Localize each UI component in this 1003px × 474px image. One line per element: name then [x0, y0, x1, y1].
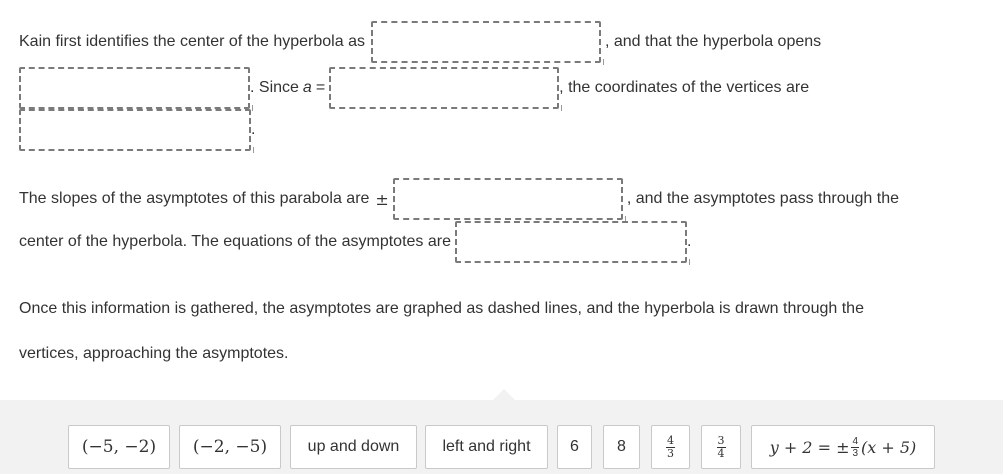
answer-tile-point-neg2-neg5[interactable]: [179, 425, 281, 469]
equals-sign: =: [315, 79, 326, 96]
tile-label: up and down: [307, 438, 400, 455]
answer-tile-left-and-right[interactable]: [425, 425, 548, 469]
fraction-denominator: 3: [852, 447, 859, 459]
paragraph-text: Once this information is gathered, the asymptotes are graphed as dashed lines, and the hyperbola is drawn through the: [19, 300, 864, 317]
paragraph-text: vertices, approaching the asymptotes.: [19, 345, 289, 362]
answer-tile-up-and-down[interactable]: [290, 425, 417, 469]
paragraph2-line2: [19, 219, 691, 265]
tile-label: 8: [617, 438, 626, 455]
paragraph1-line2: [19, 65, 809, 111]
paragraph-text: . Since: [250, 79, 299, 96]
variable-a: a: [302, 79, 312, 96]
paragraph1-line3: [19, 107, 255, 153]
paragraph-text: , and that the hyperbola opens: [604, 33, 822, 50]
drop-zone-vertices[interactable]: [19, 109, 251, 151]
paragraph-end: .: [686, 233, 692, 250]
paragraph2-line1: [19, 176, 899, 222]
drop-zone-center[interactable]: [371, 21, 601, 63]
paragraph-text: The slopes of the asymptotes of this parabola are: [19, 190, 370, 207]
paragraph1-line1: [19, 19, 821, 65]
plus-minus-sign: ±: [375, 189, 389, 209]
drop-zone-slopes[interactable]: [393, 178, 623, 220]
tile-label: 6: [570, 438, 579, 455]
fraction: [851, 436, 859, 459]
tile-label: (−5, −2): [81, 437, 157, 457]
answer-bank-pointer: [493, 389, 515, 400]
tile-label: left and right: [442, 438, 531, 455]
drop-zone-asymptote-equations[interactable]: [455, 221, 687, 263]
answer-tile-four-thirds[interactable]: [651, 425, 690, 469]
fraction-numerator: 3: [717, 433, 725, 447]
answer-tile-asymptote-equation[interactable]: [751, 425, 935, 469]
equation-suffix: (x + 5): [861, 437, 917, 457]
paragraph-text: , and the asymptotes pass through the: [626, 190, 899, 207]
answer-tile-three-fourths[interactable]: [701, 425, 741, 469]
fraction: [666, 435, 675, 460]
fraction-denominator: 3: [667, 446, 674, 460]
fraction: [717, 435, 726, 460]
fraction-numerator: 4: [852, 435, 859, 447]
equation-prefix: y + 2 = ±: [769, 437, 850, 457]
answer-tile-6[interactable]: [557, 425, 592, 469]
answer-tile-point-neg5-neg2[interactable]: [68, 425, 170, 469]
paragraph-text: , the coordinates of the vertices are: [559, 79, 810, 96]
answer-tile-8[interactable]: [603, 425, 640, 469]
fraction-numerator: 4: [667, 433, 674, 447]
paragraph3-line1: [19, 286, 864, 332]
drop-zone-opens-direction[interactable]: [19, 67, 250, 109]
drop-zone-a-value[interactable]: [329, 67, 559, 109]
tile-label: (−2, −5): [192, 437, 268, 457]
paragraph-end: .: [251, 121, 256, 138]
fraction-denominator: 4: [717, 446, 725, 460]
paragraph-text: center of the hyperbola. The equations of the asymptotes are: [19, 233, 451, 250]
paragraph3-line2: [19, 331, 288, 377]
paragraph-text: Kain first identifies the center of the hyperbola as: [19, 33, 365, 50]
